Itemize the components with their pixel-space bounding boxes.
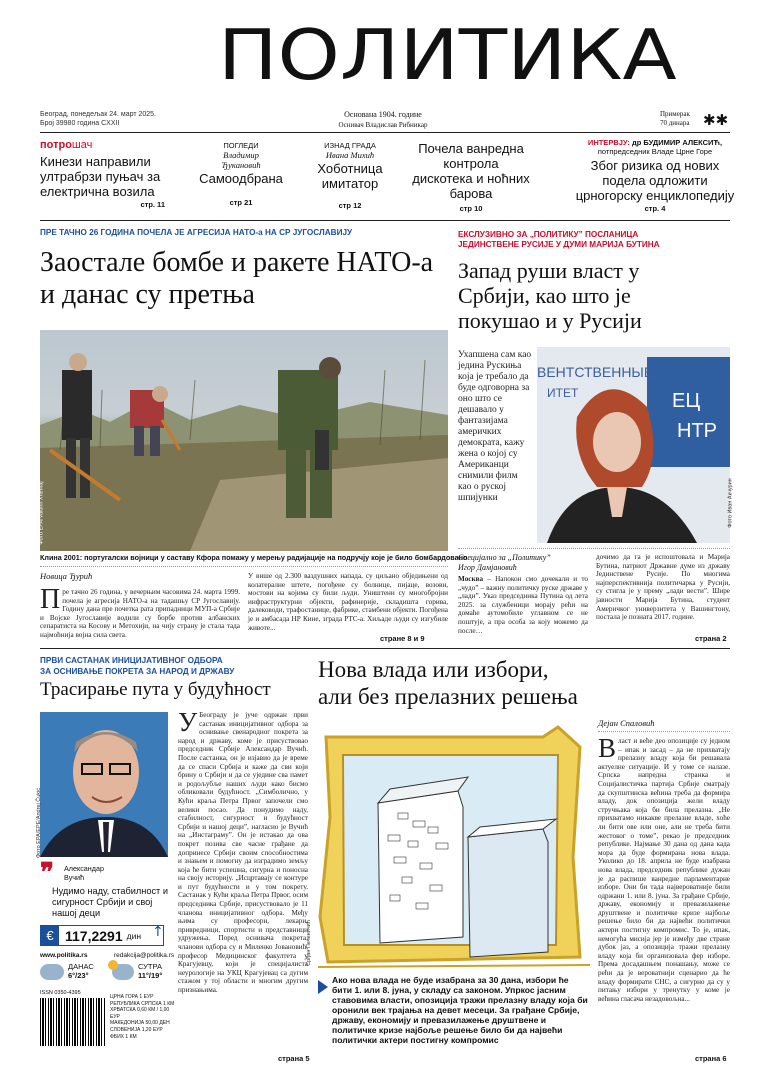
masthead-founded: Основана 1904. године — [344, 110, 422, 119]
photo-credit: Фото EPA/Valdrin Xhemaj — [38, 481, 45, 545]
quote-text: Нудимо наду, стабилност и сигурност Србији и свој нашој деци — [52, 886, 168, 918]
stars-icon: ✱✱ — [703, 111, 729, 129]
masthead-issue: Број 39980 година CXXII — [40, 120, 120, 127]
weather-today: ДАНАС 6°/23° — [40, 963, 94, 980]
brand-potrosach: потро — [40, 139, 72, 151]
svg-text:ИТЕТ: ИТЕТ — [547, 386, 579, 400]
illustration-credit: Cрђан Печеничић — [305, 920, 312, 966]
quote-icon: ❞ — [40, 858, 54, 888]
butina-byline: Специјално за „Политику” — [458, 553, 551, 562]
masthead-logo: ПОЛИТИКА — [218, 15, 677, 96]
teaser-headline: Хоботница имитатор — [317, 161, 383, 191]
barcode: ISSN 0350-4395 — [40, 990, 106, 1052]
page-ref: стране 8 и 9 — [380, 634, 425, 643]
price: 70 динара — [660, 119, 690, 127]
butina-story[interactable] — [458, 230, 730, 333]
page-ref: страна 2 — [695, 634, 727, 643]
kicker: ЕКСЛУЗИВНО ЗА „ПОЛИТИКУ” ПОСЛАНИЦА ЈЕДИНСТВЕНЕ РУСИЈЕ У ДУМИ МАРИЈА БУТИНА — [458, 230, 660, 249]
svg-text:ЕЦ: ЕЦ — [672, 390, 701, 412]
government-lead: Ако нова влада не буде изабрана за 30 дана, избори ће бити 1. или 8. јуна, у складу са законом. Упркос јасним ставовима власти, опозиција тражи прелазну владу која би оронили век трајања на девет месеци. За грађане Србије, државу, економију и превазилажење друштвене и политичке кризе најбоље решење било би да највећи политички актери постигну компромис — [332, 975, 588, 1045]
euro-icon: € — [41, 926, 59, 945]
butina-author: Игор Дамјановић — [458, 563, 517, 572]
initiative-body: У Београду је јуче одржан први састанак иницијативног одбора за оснивање свенародног покрета за народ и државу, коме је присуствовао председник Србије Александар Вучић. После састанка, он је изјавио да је време да се спаси Србија и каже да сви који брину о Србији и да се уједине сва памет и родољубље наших људи како бисмо обликовали будућност. „Симболично, у Кући краља Петра Првог започели смо велики посао. Да понудимо наду, стабилност, сигурност и будућност Србији и нашој деци”, нагласио је Вучић на „Инстаграму”. Он је истакао да ова покрет позива све часне грађане да допринесе Србији своим способностима и знањем и помогну да изградимо земљу која ће бити успешна, сигурна и поносна на своју историју. „Исцртавају се контуре и пут будућности и у том покрету. Састанак у Кући краља Петра Првог, осим председника Србије, присуствовало је 11 чланова иницијативног одбора. Међу њима су професори, лекари, привредници, спортисти и представници удружења. Поред оснивача покрета, чланови одбора су и Миленко Јовановић, професор Медицинског факултета у Крагујевцу, који је специјалиста неурологије на УКЦ Крагујевац са дугим стажом у тој области и многим другим признањима. — [178, 707, 308, 994]
teaser-charger[interactable]: потрошач Кинези направили ултрабрзи пуњач за електрична возила стр. 11 — [40, 138, 200, 209]
ballot-illustration — [318, 717, 590, 972]
vucic-photo — [40, 712, 168, 857]
page-ref: стр. 4 — [644, 204, 666, 213]
teaser-headline: Кинези направили ултрабрзи пуњач за електрична возила — [40, 154, 161, 199]
butina-photo — [537, 347, 730, 543]
headline: Заостале бомбе и ракете НАТО-а и данас су претња — [40, 247, 434, 310]
down-arrow-icon: ↑ — [152, 924, 164, 940]
nato-photo — [40, 330, 448, 551]
euro-unit: дин — [126, 930, 142, 941]
photo-credit: Фото Иван Акчурин — [727, 478, 734, 528]
initiative-kicker: ПРВИ САСТАНАК ИНИЦИЈАТИВНОГ ОДБОРА ЗА ОСНИВАЊЕ ПОКРЕТА ЗА НАРОД И ДРЖАВУ — [40, 656, 235, 676]
photo-credit: Фото EPA/EPE/Andrej Čukić — [36, 787, 43, 859]
svg-text:ВЕНТСТВЕННЫЕ: ВЕНТСТВЕННЫЕ — [537, 364, 654, 380]
play-arrow-icon — [318, 980, 328, 994]
masthead-founder: Оснивач Владислав Рибникар — [338, 121, 428, 129]
page-ref: страна 5 — [278, 1054, 310, 1063]
butina-column-2: дочимо да га је испоштовала и Марија Бутина, патриот Државне думе из државу Јединствене Русије. По многима најперспективнија политичарка у Русији, су стигла је у прему „лади вести”. Шире јавности Марија Бутина, студент Америчког универзитета у Вашингтону, постала је позната 2017. године. — [596, 553, 730, 622]
euro-value: 117,2291 — [65, 927, 123, 944]
teaser-headline: Почела ванредна контрола дискотека и ноћних барова — [412, 141, 530, 201]
quote-name: Александар Вучић — [64, 864, 104, 882]
butina-column-1: Москва – Напокон смо дочекали и то „чудо” – важну политичку руске државе у „лади”. Указ председника Путина од лета 2025. за службеници морају рећи на домаће аутомобиле углавном се не поштује, а пра особа за коју можемо да после… — [458, 575, 588, 635]
cloud-icon — [40, 964, 64, 980]
foreign-prices: ЦРНА ГОРА 1 ЕУР РЕПУБЛИКА СРПСКА 1 КМ ХРВАТСКА 0,60 КМ / 1,00 ЕУР МАКЕДОНИЈА 50,00 ДЕН СЛОВЕНИЈА 1,20 ЕУР ФБИХ 1 КМ — [110, 994, 175, 1040]
copy-label: Примерак — [660, 110, 690, 118]
initiative-headline[interactable]: Трасирање пута у будућност — [40, 679, 271, 700]
nato-column-2: У више од 2.300 ваздушних напада, су циљано обједињени од колатералне штете, погођене су болнице, пијаце, возови, мостови на којима су били људи. Уништени су многобројни инфраструктурни објекти, рафинерије, складишта горива, далеководи, трафостанице, фабрике, стамбени објекти. Погођена је и амбасада НР Кине, зграда РТС-а. Хиљаде људи су изгубиле животе... — [248, 572, 448, 632]
photo-caption: Клина 2001: португалски војници у саставу Кфора помажу у мерењу радијације на подручју које је било бомбардовано — [40, 553, 468, 562]
teaser-headline: Самоодбрана — [199, 171, 283, 186]
butina-quote: Ухапшена сам као једина Рускиња која је требало да буде одговорна за оно што се дешавало у фантазијама америчких демократа, кажу жена о којој су Американци снимили филм као о руској шпијунки — [458, 350, 532, 503]
kicker: ПРЕ ТАЧНО 26 ГОДИНА ПОЧЕЛА ЈЕ АГРЕСИЈА НАТО-а НА СР ЈУГОСЛАВИЈУ — [40, 228, 353, 237]
weather-tomorrow: СУТРА 11°/19° — [112, 963, 162, 980]
euro-rate-box — [40, 925, 164, 946]
masthead-date: Београд, понедељак 24. март 2025. — [40, 111, 156, 118]
government-body: Власт и веће део опозиције су једном – ипак и засад – да не прихватају прелазну владу која би решавала актуелне ситуације. И у томе се налазе. Српска напредна странка и Социјалистичка партија Србије сматрају да скупштинска већина треба да формира владу, док опозиција жели владу стручњака која би била прелазна. „Не прихватамо никакве прелазне владе, хоће ли бити ове или оне, али не треба бити жестоког о томе”, рекао је председник републике. Најмање 30 дана од дана када мора да буде формирана нова влада. Уколико до 18. априла не буде изабрана нова влада, председник републике дужан је да распише ванредне парламентарне изборе. Они би тада највероватније били одржани 1. или 8. јуна. За грађане Србије, државу, економију и превазилажење друштвене и политичке кризе најбоље решење било би да највећи политички актери постигну компромис. То је, ипак, немогућа мисија јер је између две стране дубок јаз, а опозиција тражи прелазну владу која би организовала фер изборе. Према досадашњем понашању, може се рећи да је вероватнији сценарио да ће владу формирати СНС, а сигурно да су у питању избори у тренутку у коме је већина гласача незадовољна... — [598, 733, 730, 1003]
teaser-self-defense[interactable]: ПОГЛЕДИ Владимир Ђукановић Самоодбрана стр 21 — [197, 141, 285, 207]
email-link[interactable]: redakcija@politika.rs — [114, 952, 175, 959]
government-author: Дејан Спаловић — [598, 718, 655, 728]
teaser-octopus[interactable]: ИЗНАД ГРАДА Ивана Михић Хоботница имитатор стр 12 — [300, 141, 400, 210]
teaser-discos[interactable] — [412, 141, 530, 213]
page-ref: стр. 11 — [140, 200, 165, 209]
website-link[interactable]: www.politika.rs — [40, 952, 88, 959]
teaser-interview[interactable]: ИНТЕРВЈУ: др БУДИМИР АЛЕКСИЋ, потпредседник Владе Црне Горе Због ризика од нових подела одложити црногорску енциклопедију стр. 4 — [575, 138, 735, 213]
nato-author: Новица Ђурић — [40, 571, 93, 581]
headline: Запад руши власт у Србији, као што је покушао и у Русији — [458, 258, 642, 333]
page-ref: стр 12 — [338, 201, 362, 210]
teaser-headline: Због ризика од нових подела одложити црногорску енциклопедију — [575, 158, 735, 203]
sun-cloud-icon — [112, 964, 134, 980]
page-ref: страна 6 — [695, 1054, 727, 1063]
page-ref: стр 21 — [229, 198, 253, 207]
government-headline[interactable]: Нова влада или избори, али без прелазних решења — [318, 657, 578, 709]
nato-column-1: Пре тачно 26 година, у вечерњим часовима 24. марта 1999. почела је агресија НАТО-а на тадашњу СР Југославију. Годину дана пре почетка рата припадници МУП-а Србије и Војске Југославије водили су борбе против албанских сепаратиста на Косову и Метохији, на чију страну је стала тада најмоћнија војна сила света. — [40, 584, 240, 639]
page-ref: стр 10 — [459, 204, 483, 213]
nato-story[interactable] — [40, 228, 448, 311]
svg-text:НТР: НТР — [677, 420, 717, 442]
